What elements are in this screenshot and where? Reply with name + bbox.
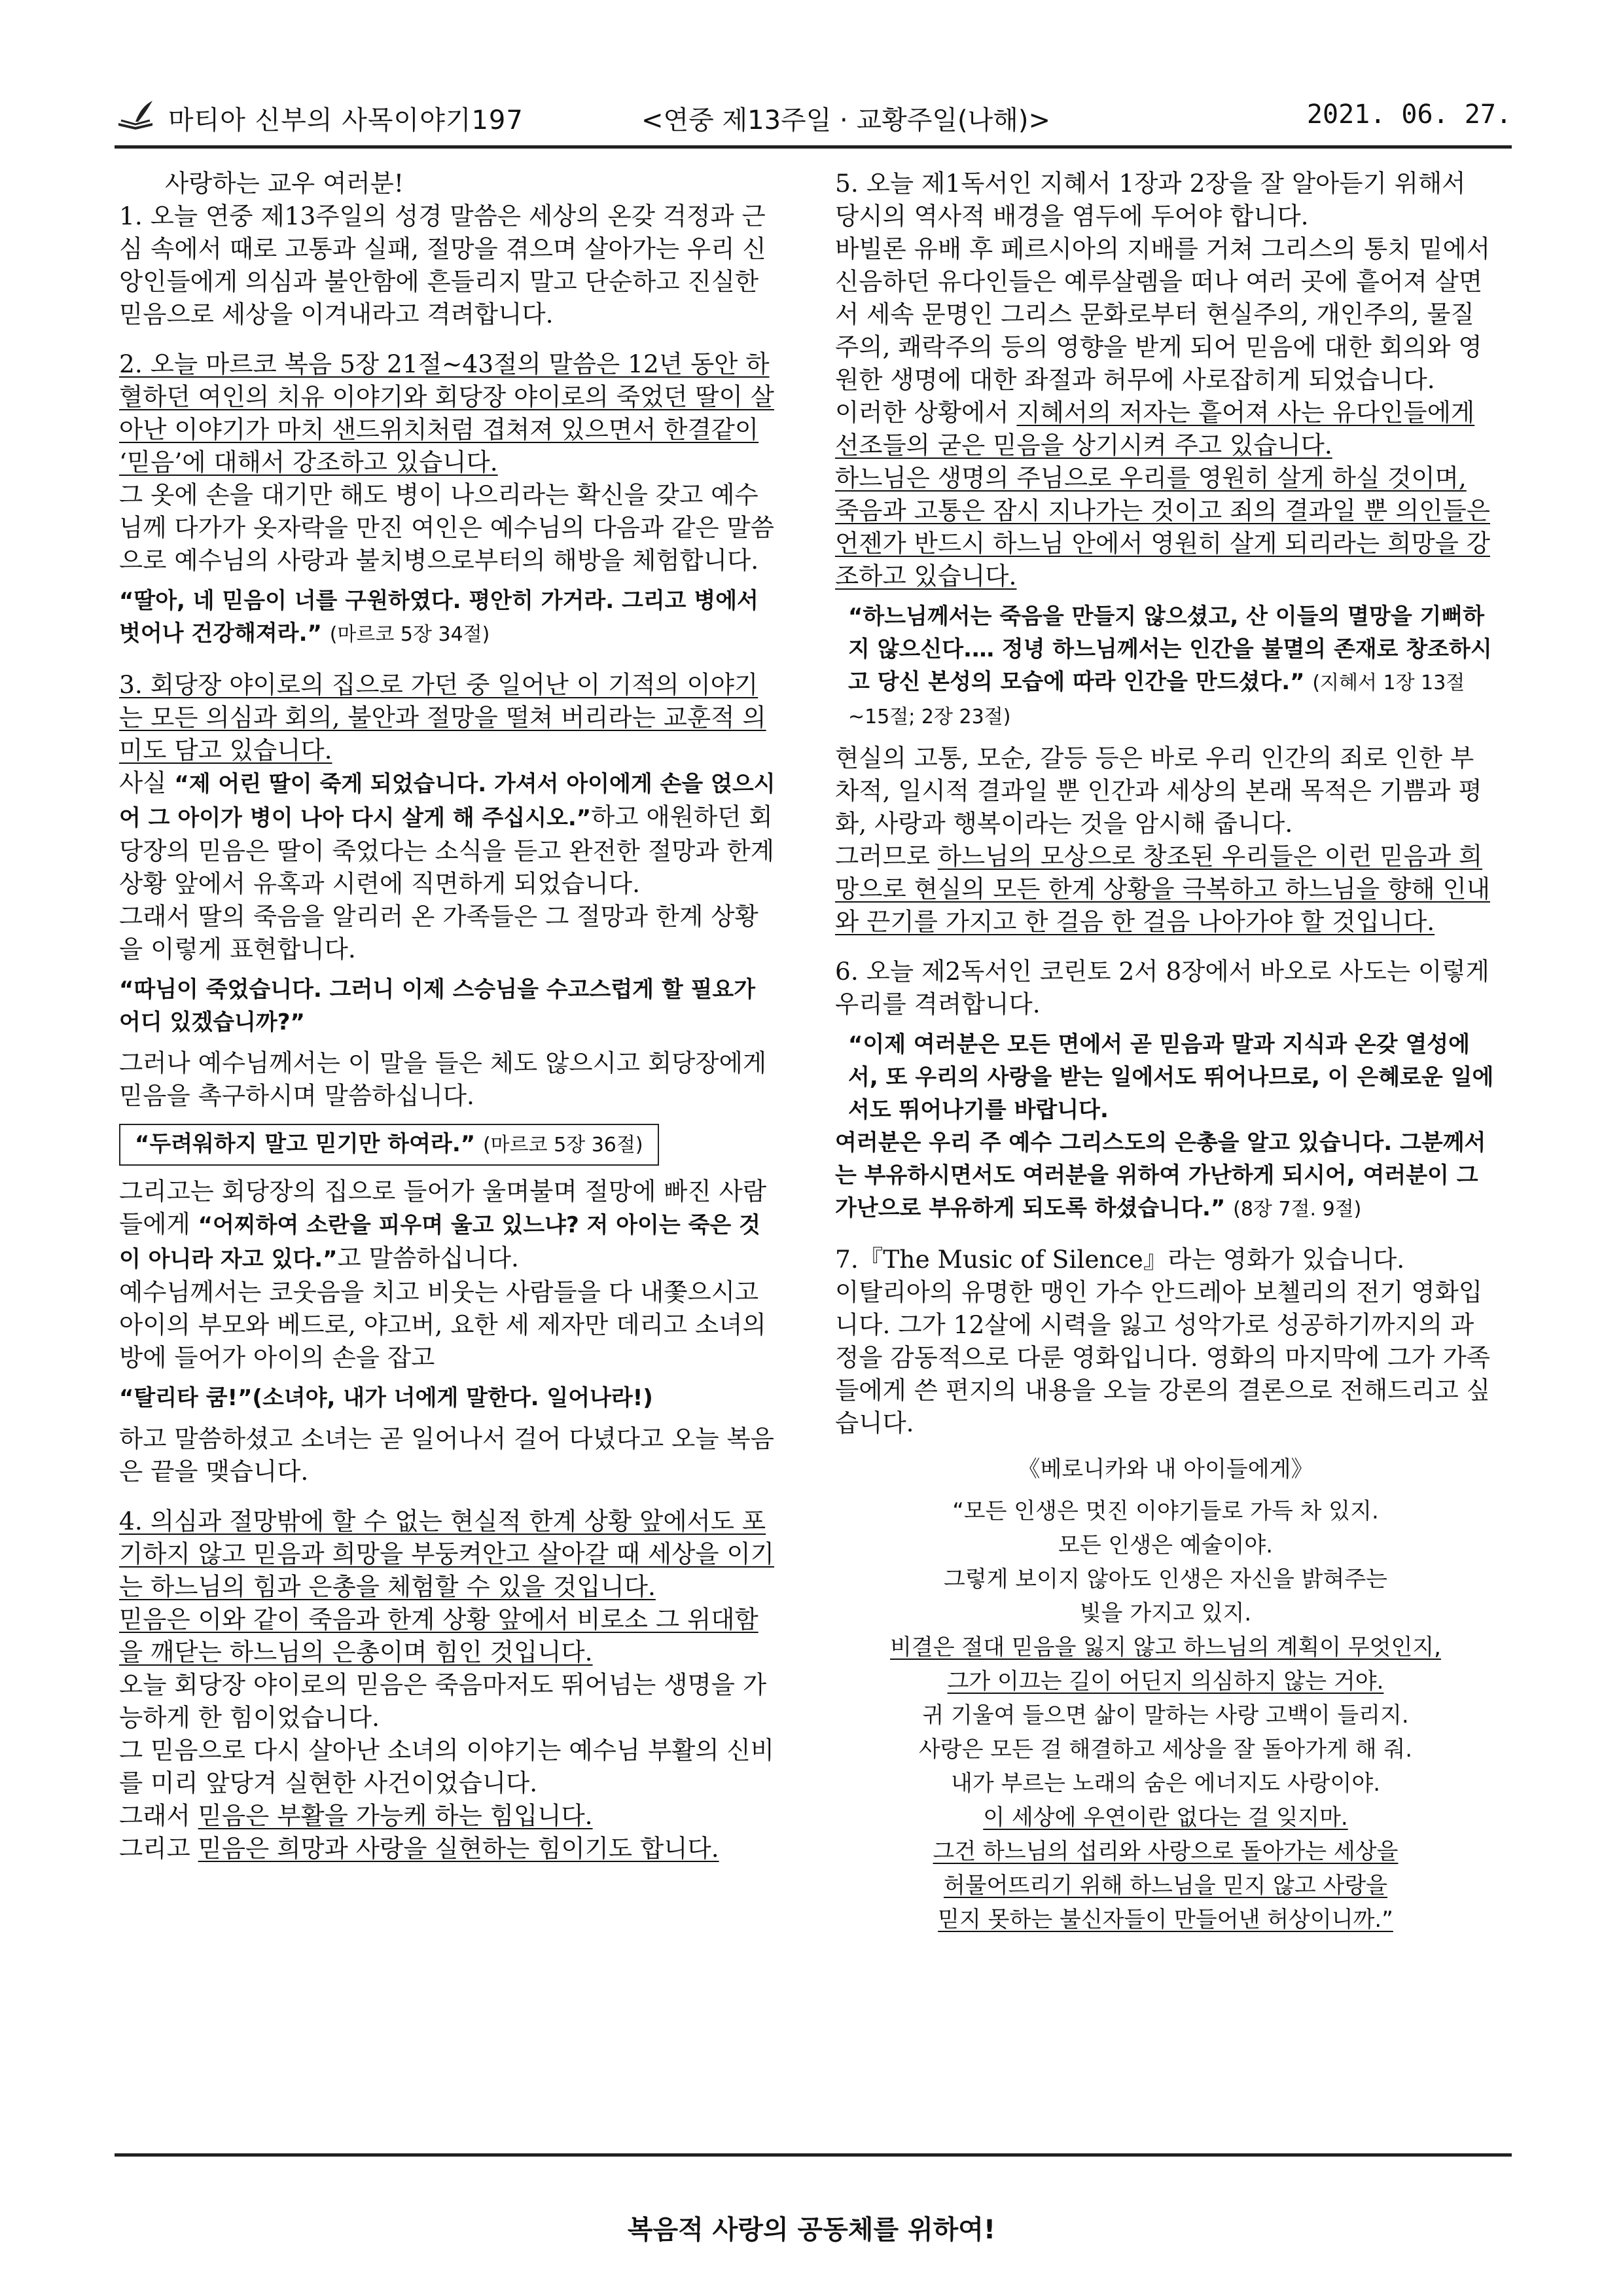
section-5-text-4: 현실의 고통, 모순, 갈등 등은 바로 우리 인간의 죄로 인한 부차적, 일시적 결과일 뿐 인간과 세상의 본래 목적은 기쁨과 평화, 사랑과 행복이라는 것을 암시해 줍니다. xyxy=(835,744,1482,838)
inline-quote: “제 어린 딸이 죽게 되었습니다. 가셔서 아이에게 손을 얹으시어 그 아이가 병이 나아 다시 살게 해 주십시오.” xyxy=(119,771,776,831)
section-3-text-4: 그리고는 회당장의 집으로 들어가 울며불며 절망에 빠진 사람들에게 “어찌하여 소란을 피우며 울고 있느냐? 저 아이는 죽은 것이 아니라 자고 있다.”고 말씀하십니다. xyxy=(119,1177,767,1272)
greeting: 사랑하는 교우 여러분! xyxy=(165,169,404,198)
left-column xyxy=(119,167,780,1865)
section-3-text-6: 하고 말씀하셨고 소녀는 곧 일어나서 걸어 다녔다고 오늘 복음은 끝을 맺습니다. xyxy=(119,1424,774,1486)
section-4-text: 믿음은 이와 같이 죽음과 한계 상황 앞에서 비로소 그 위대함을 깨닫는 하느님의 은총이며 힘인 것입니다. xyxy=(119,1605,758,1666)
talitha-kum-quote: “탈리타 쿰!”(소녀야, 내가 너에게 말한다. 일어나라!) xyxy=(119,1385,653,1411)
section-3-text: 사실 “제 어린 딸이 죽게 되었습니다. 가셔서 아이에게 손을 얹으시어 그 아이가 병이 나아 다시 살게 해 주십시오.”하고 애원하던 회당장의 믿음은 딸이 죽었다는 소식을 듣고 완전한 절망과 한계 상황 앞에서 유혹과 시련에 직면하게 되었습니다. xyxy=(119,768,776,898)
quote-reference: (8장 7절. 9절) xyxy=(1233,1198,1362,1221)
poem-line: 귀 기울여 들으면 삶이 말하는 사랑 고백이 들리지. xyxy=(922,1702,1409,1729)
quote-reference: (지혜서 1장 13절~15절; 2장 23절) xyxy=(848,672,1465,728)
poem-title: 《베로니카와 내 아이들에게》 xyxy=(1018,1456,1313,1482)
poem-line: 이 세상에 우연이란 없다는 걸 잊지마. xyxy=(983,1804,1348,1831)
letter-poem xyxy=(835,1452,1496,1937)
section-4-text-2: 오늘 회당장 야이로의 믿음은 죽음마저도 뛰어넘는 생명을 가능하게 한 힘이었습니다. xyxy=(119,1670,767,1732)
poem-line: 사랑은 모든 걸 해결하고 세상을 잘 돌아가게 해 줘. xyxy=(918,1736,1413,1763)
section-5-text-3: 하느님은 생명의 주님으로 우리를 영원히 살게 하실 것이며, 죽음과 고통은 잠시 지나가는 것이고 죄의 결과일 뿐 의인들은 언젠가 반드시 하느님 안에서 영원히 살게 되리라는 희망을 강조하고 있습니다. xyxy=(835,463,1490,590)
poem-line: 내가 부르는 노래의 숨은 에너지도 사랑이야. xyxy=(950,1770,1381,1797)
page-header xyxy=(115,92,1512,149)
section-2-lead: 2. 오늘 마르코 복음 5장 21절~43절의 말씀은 12년 동안 하혈하던 여인의 치유 이야기와 회당장 야이로의 죽었던 딸이 살아난 이야기가 마치 샌드위치처럼 겹쳐져 있으면서 한결같이 ‘믿음’에 대해서 강조하고 있습니다. xyxy=(119,350,774,476)
section-3-text-5: 예수님께서는 코웃음을 치고 비웃는 사람들을 다 내쫓으시고 아이의 부모와 베드로, 야고버, 요한 세 제자만 데리고 소녀의 방에 들어가 아이의 손을 잡고 xyxy=(119,1278,766,1372)
section-5-lead: 5. 오늘 제1독서인 지혜서 1장과 2장을 잘 알아듣기 위해서 당시의 역사적 배경을 염두에 두어야 합니다. xyxy=(835,169,1466,230)
right-column xyxy=(835,167,1496,1937)
section-3-text-3: 그러나 예수님께서는 이 말을 들은 체도 않으시고 회당장에게 믿음을 촉구하시며 말씀하십니다. xyxy=(119,1049,767,1110)
section-3-lead: 3. 회당장 야이로의 집으로 가던 중 일어난 이 기적의 이야기는 모든 의심과 회의, 불안과 절망을 떨쳐 버리라는 교훈적 의미도 담고 있습니다. xyxy=(119,670,766,764)
section-7-lead: 7.『The Music of Silence』라는 영화가 있습니다. xyxy=(835,1245,1405,1274)
section-3-text-2: 그래서 딸의 죽음을 알리러 온 가족들은 그 절망과 한계 상황을 이렇게 표현합니다. xyxy=(119,902,758,963)
bulletin-series-title: 마티아 신부의 사목이야기197 xyxy=(168,105,524,135)
family-quote: “따님이 죽었습니다. 그러니 이제 스승님을 수고스럽게 할 필요가 어디 있겠습니까?” xyxy=(119,977,756,1035)
footer-slogan: 복음적 사랑의 공동체를 위하여! xyxy=(627,2215,996,2245)
quote-reference: (마르코 5장 36절) xyxy=(482,1134,643,1157)
section-7-text: 이탈리아의 유명한 맹인 가수 안드레아 보첼리의 전기 영화입니다. 그가 12살에 시력을 잃고 성악가로 성공하기까지의 과정을 감동적으로 다룬 영화입니다. 영화의 마지막에 그가 가족들에게 쓴 편지의 내용을 오늘 강론의 결론으로 전해드리고 싶습니다. xyxy=(835,1278,1490,1437)
scripture-quote-corinthians: “이제 여러분은 모든 면에서 곧 믿음과 말과 지식과 온갖 열성에서, 또 우리의 사랑을 받는 일에서도 뛰어나므로, 이 은혜로운 일에서도 뛰어나기를 바랍니다. xyxy=(848,1031,1494,1123)
section-4-text-4: 그래서 믿음은 부활을 가능케 하는 힘입니다. xyxy=(119,1801,593,1830)
section-5-text-5: 그러므로 하느님의 모상으로 창조된 우리들은 이런 믿음과 희망으로 현실의 모든 한계 상황을 극복하고 하느님을 향해 인내와 끈기를 가지고 한 걸음 한 걸음 나아가야 할 것입니다. xyxy=(835,842,1490,936)
poem-line: 비결은 절대 믿음을 잃지 않고 하느님의 계획이 무엇인지, xyxy=(890,1634,1441,1660)
liturgical-day: <연중 제13주일 · 교황주일(나해)> xyxy=(641,105,1051,135)
poem-line: 그렇게 보이지 않아도 인생은 자신을 밝혀주는 xyxy=(943,1566,1388,1592)
section-1-text: 1. 오늘 연중 제13주일의 성경 말씀은 세상의 온갖 걱정과 근심 속에서 때로 고통과 실패, 절망을 겪으며 살아가는 우리 신앙인들에게 의심과 불안함에 흔들리지 말고 단순하고 진실한 믿음으로 세상을 이겨내라고 격려합니다. xyxy=(119,202,766,329)
section-4-lead: 4. 의심과 절망밖에 할 수 없는 현실적 한계 상황 앞에서도 포기하지 않고 믿음과 희망을 부둥켜안고 살아갈 때 세상을 이기는 하느님의 힘과 은총을 체험할 수 있을 것입니다. xyxy=(119,1507,774,1601)
scripture-quote-mark-5-34 xyxy=(119,584,780,651)
poem-line: 그건 하느님의 섭리와 사랑으로 돌아가는 세상을 xyxy=(933,1839,1399,1865)
boxed-quote-mark-5-36 xyxy=(119,1124,659,1166)
poem-line: 그가 이끄는 길이 어딘지 의심하지 않는 거야. xyxy=(947,1668,1384,1695)
poem-line: “모든 인생은 멋진 이야기들로 가득 차 있지. xyxy=(952,1498,1379,1524)
poem-line: 믿지 못하는 불신자들이 만들어낸 허상이니까.” xyxy=(938,1907,1393,1933)
quote-text: “하느님께서는 죽음을 만들지 않으셨고, 산 이들의 멸망을 기뻐하지 않으신다.… 정녕 하느님께서는 인간을 불멸의 존재로 창조하시고 당신 본성의 모습에 따라 인간을 만드셨다.” xyxy=(848,603,1492,695)
inline-quote: “어찌하여 소란을 피우며 울고 있느냐? 저 아이는 죽은 것이 아니라 자고 있다.” xyxy=(119,1212,760,1272)
section-6-lead: 6. 오늘 제2독서인 코린토 2서 8장에서 바오로 사도는 이렇게 우리를 격려합니다. xyxy=(835,957,1489,1018)
issue-date: 2021. 06. 27. xyxy=(1306,99,1512,130)
poem-line: 허물어뜨리기 위해 하느님을 믿지 않고 사랑을 xyxy=(943,1873,1388,1899)
section-2-text: 그 옷에 손을 대기만 해도 병이 나으리라는 확신을 갖고 예수님께 다가가 옷자락을 만진 여인은 예수님의 다음과 같은 말씀으로 예수님의 사랑과 불치병으로부터의 해방을 체험합니다. xyxy=(119,480,774,575)
scripture-quote-corinthians-2: 여러분은 우리 주 예수 그리스도의 은총을 알고 있습니다. 그분께서는 부유하시면서도 여러분을 위하여 가난하게 되시어, 여러분이 그 가난으로 부유하게 되도록 하셨습니다.” (8장 7절. 9절) xyxy=(835,1130,1486,1221)
poem-line: 빛을 가지고 있지. xyxy=(1079,1600,1252,1626)
section-4-text-5: 그리고 믿음은 희망과 사랑을 실현하는 힘이기도 합니다. xyxy=(119,1834,719,1863)
quote-reference: (마르코 5장 34절) xyxy=(329,623,490,646)
quote-text: “딸아, 네 믿음이 너를 구원하였다. 평안히 가거라. 그리고 병에서 벗어나 건강해져라.” xyxy=(119,588,758,647)
scripture-quote-wisdom xyxy=(835,600,1496,734)
quote-text: “두려워하지 말고 믿기만 하여라.” xyxy=(135,1131,476,1157)
section-5-text-2: 이러한 상황에서 지혜서의 저자는 흩어져 사는 유다인들에게 선조들의 굳은 믿음을 상기시켜 주고 있습니다. xyxy=(835,398,1475,459)
section-4-text-3: 그 믿음으로 다시 살아난 소녀의 이야기는 예수님 부활의 신비를 미리 앞당겨 실현한 사건이었습니다. xyxy=(119,1736,774,1797)
footer-divider xyxy=(115,2153,1512,2157)
poem-line: 모든 인생은 예술이야. xyxy=(1058,1532,1274,1558)
book-quill-icon xyxy=(116,98,155,132)
section-5-text: 바빌론 유배 후 페르시아의 지배를 거쳐 그리스의 통치 밑에서 신음하던 유다인들은 예루살렘을 떠나 여러 곳에 흩어져 살면서 세속 문명인 그리스 문화로부터 현실주의, 개인주의, 물질주의, 쾌락주의 등의 영향을 받게 되어 믿음에 대한 회의와 영원한 생명에 대한 좌절과 허무에 사로잡히게 되었습니다. xyxy=(835,234,1490,394)
